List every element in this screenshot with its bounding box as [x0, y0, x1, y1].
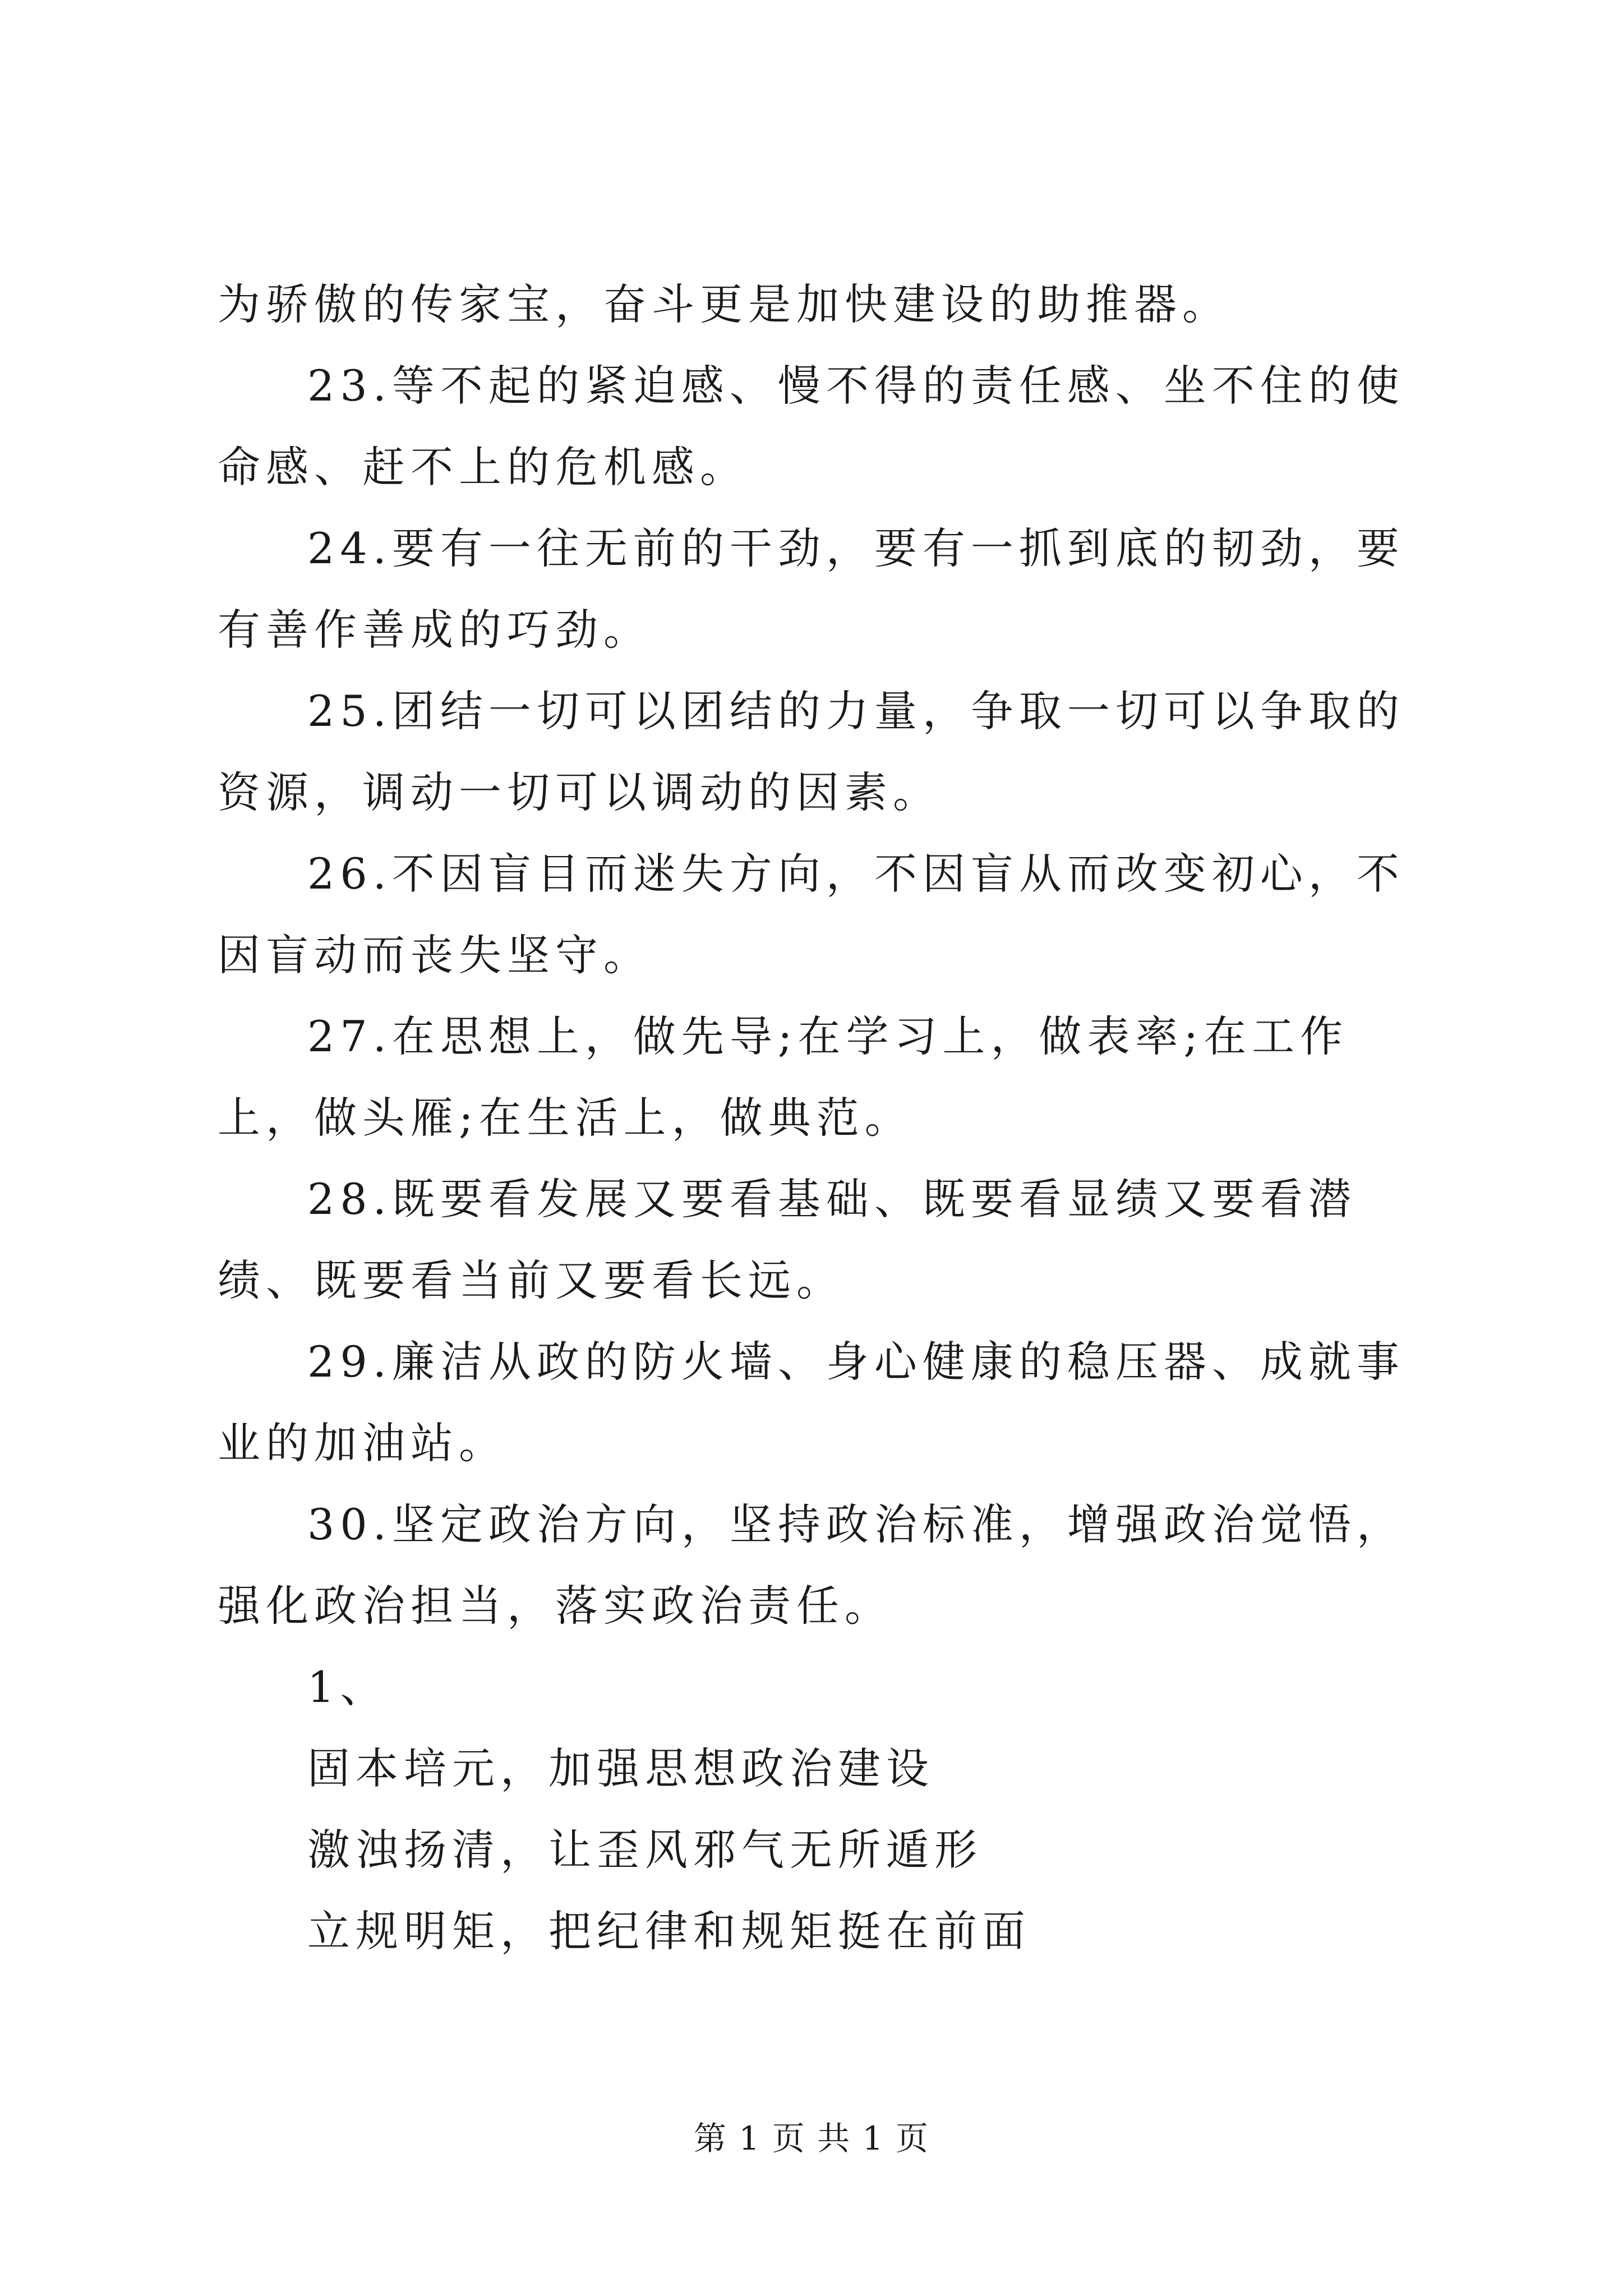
- paragraph-item-26: 26.不因盲目而迷失方向，不因盲从而改变初心，不因盲动而丧失坚守。: [218, 849, 1405, 980]
- paragraph-item-24: 24.要有一往无前的干劲，要有一抓到底的韧劲，要有善作善成的巧劲。: [218, 523, 1405, 655]
- paragraph-item-28: 28.既要看发展又要看基础、既要看显绩又要看潜绩、既要看当前又要看长远。: [218, 1174, 1357, 1305]
- paragraph-item-27: 27.在思想上，做先导;在学习上，做表率;在工作上，做头雁;在生活上，做典范。: [218, 1011, 1349, 1143]
- section-line-2: 激浊扬清，让歪风邪气无所遁形: [307, 1825, 983, 1875]
- paragraph-item-29: 29.廉洁从政的防火墙、身心健康的稳压器、成就事业的加油站。: [218, 1337, 1405, 1468]
- section-number: 1、: [307, 1662, 389, 1712]
- section-line-3: 立规明矩，把纪律和规矩挺在前面: [307, 1906, 1031, 1956]
- paragraph-item-25: 25.团结一切可以团结的力量，争取一切可以争取的资源，调动一切可以调动的因素。: [218, 686, 1405, 817]
- paragraph-continuation: 为骄傲的传家宝，奋斗更是加快建设的助推器。: [218, 279, 1230, 329]
- paragraph-item-23: 23.等不起的紧迫感、慢不得的责任感、坐不住的使命感、赶不上的危机感。: [218, 361, 1405, 492]
- page-footer: 第 1 页 共 1 页: [694, 2119, 929, 2157]
- document-body: [218, 264, 1423, 1972]
- paragraph-item-30: 30.坚定政治方向，坚持政治标准，增强政治觉悟，强化政治担当，落实政治责任。: [218, 1499, 1405, 1631]
- section-line-1: 固本培元，加强思想政治建设: [307, 1743, 934, 1793]
